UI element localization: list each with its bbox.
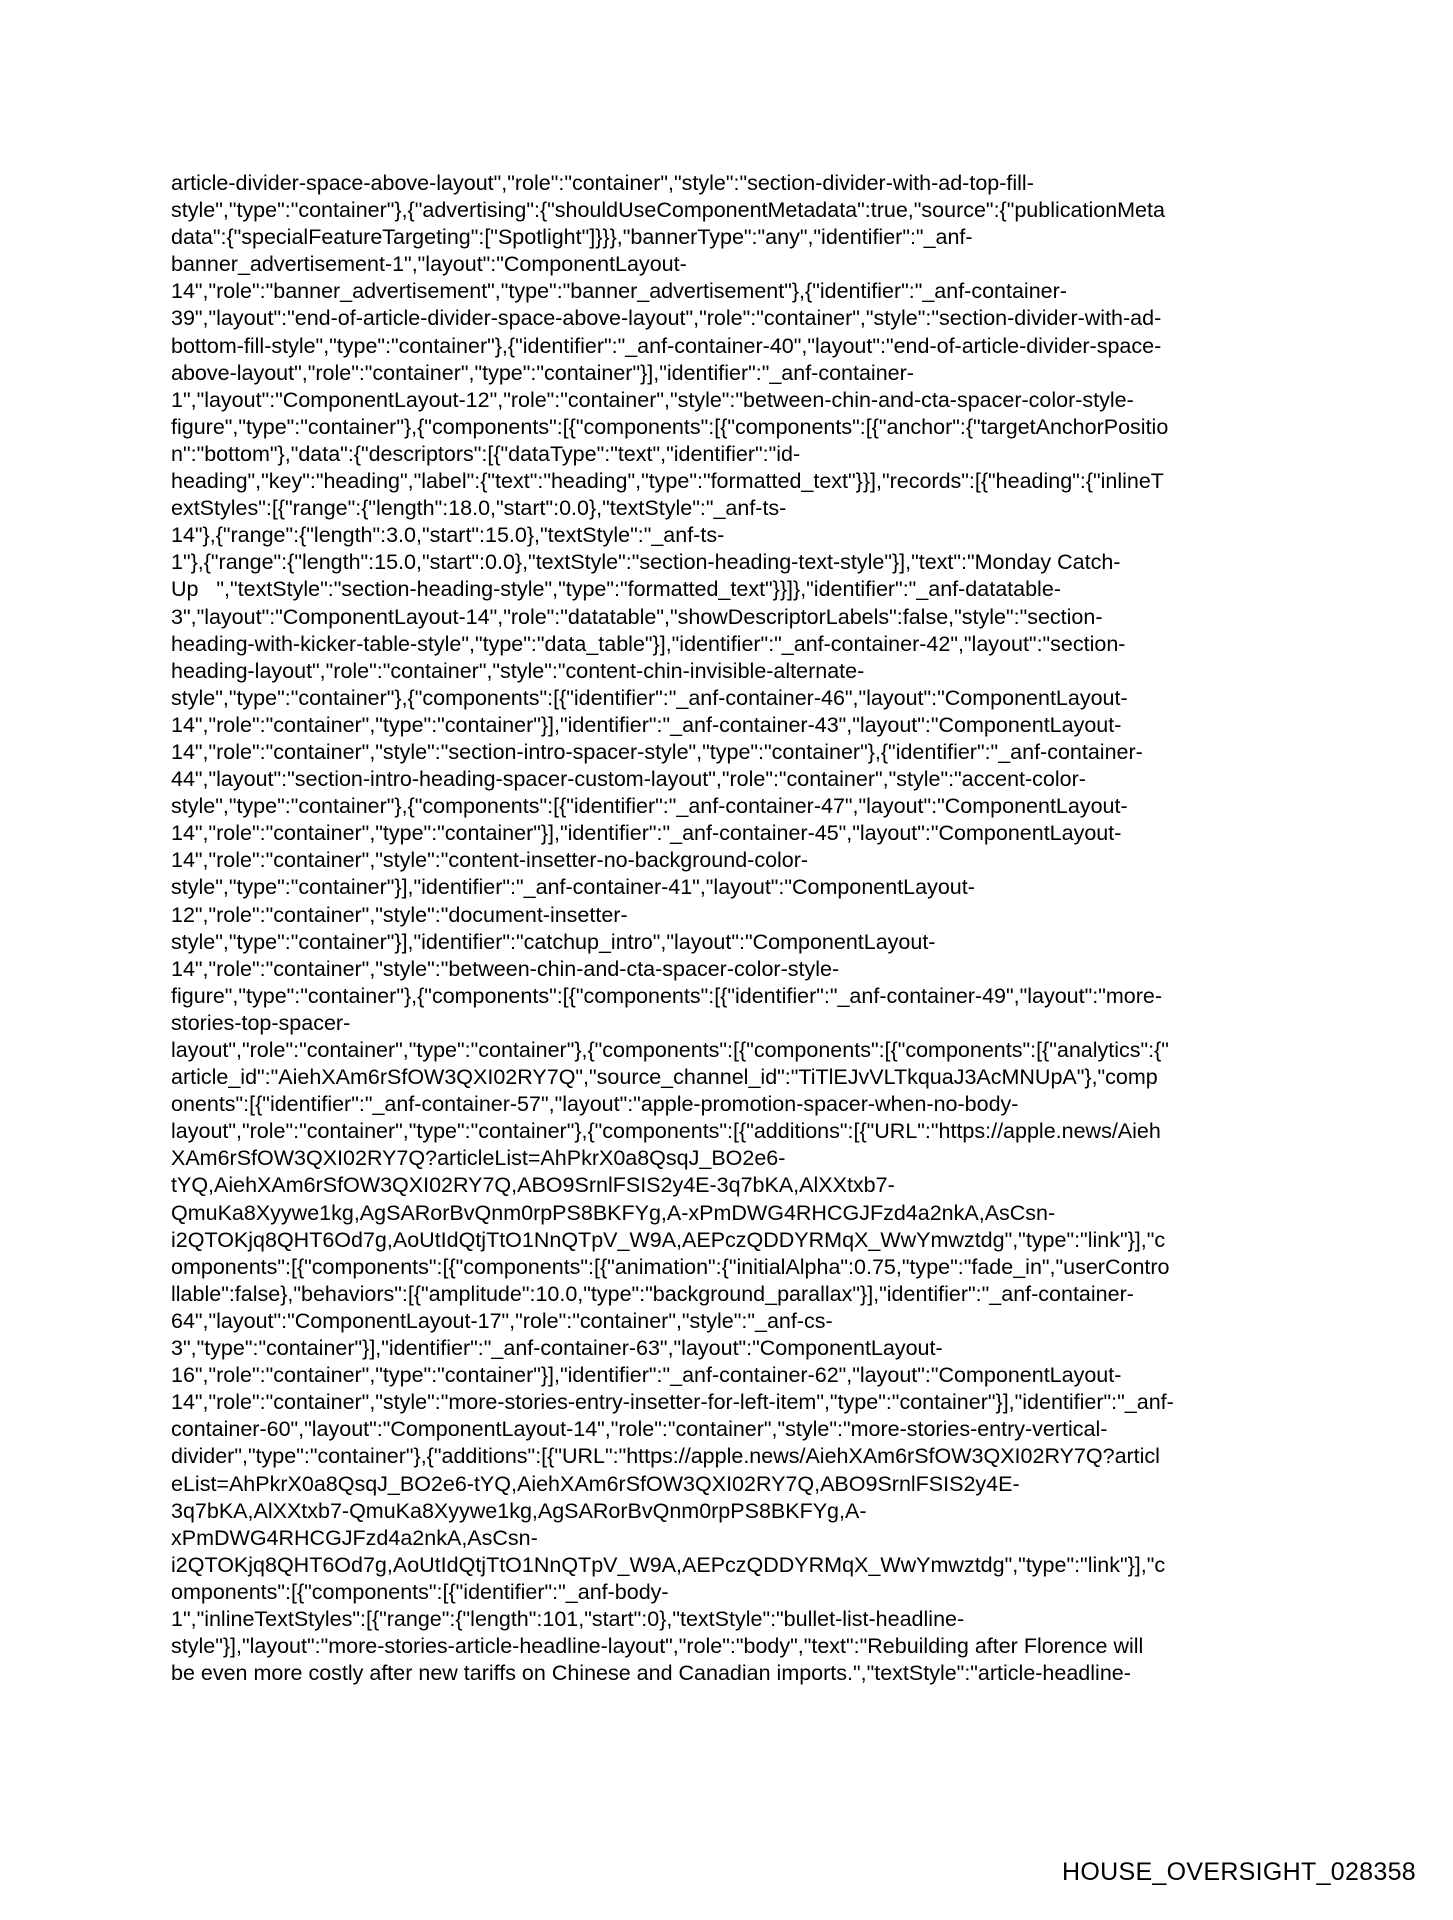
text-line: xPmDWG4RHCGJFzd4a2nkA,AsCsn-	[171, 1525, 538, 1550]
text-line: i2QTOKjq8QHT6Od7g,AoUtIdQtjTtO1NnQTpV_W9A,AEPczQDDYRMqX_WwYmwztdg","type":"link"}],"c	[171, 1552, 1166, 1577]
text-line: heading-layout","role":"container","style":"content-chin-invisible-alternate-	[171, 658, 865, 683]
text-line: banner_advertisement-1","layout":"ComponentLayout-	[171, 252, 687, 277]
text-line: onents":[{"identifier":"_anf-container-57","layout":"apple-promotion-spacer-when-no-body-	[171, 1092, 1019, 1117]
text-line: 14","role":"container","style":"content-insetter-no-background-color-	[171, 848, 809, 873]
text-line: 3q7bKA,AlXXtxb7-QmuKa8Xyywe1kg,AgSARorBvQnm0rpPS8BKFYg,A-	[171, 1498, 867, 1523]
text-line: layout","role":"container","type":"container"},{"components":[{"components":[{"components":[{"analytics":{"	[171, 1038, 1169, 1062]
text-line: layout","role":"container","type":"container"},{"components":[{"additions":[{"URL":"https://apple.news/Aieh	[171, 1119, 1161, 1144]
text-line: QmuKa8Xyywe1kg,AgSARorBvQnm0rpPS8BKFYg,A-xPmDWG4RHCGJFzd4a2nkA,AsCsn-	[171, 1200, 1056, 1225]
document-body	[171, 170, 1291, 1687]
text-line: style","type":"container"}],"identifier":"_anf-container-41","layout":"ComponentLayout-	[171, 875, 975, 900]
text-line: container-60","layout":"ComponentLayout-14","role":"container","style":"more-stories-entry-vertical-	[171, 1417, 1108, 1442]
text-line: 16","role":"container","type":"container"}],"identifier":"_anf-container-62","layout":"ComponentLayout-	[171, 1363, 1122, 1388]
text-line: 64","layout":"ComponentLayout-17","role":"container","style":"_anf-cs-	[171, 1308, 833, 1333]
text-line: style"}],"layout":"more-stories-article-headline-layout","role":"body","text":"Rebuilding after Florence will	[171, 1634, 1144, 1659]
text-line: 3","layout":"ComponentLayout-14","role":"datatable","showDescriptorLabels":false,"style":"section-	[171, 604, 1103, 629]
text-line: 14"},{"range":{"length":3.0,"start":15.0},"textStyle":"_anf-ts-	[171, 523, 725, 548]
text-line: heading-with-kicker-table-style","type":"data_table"}],"identifier":"_anf-container-42","layout":"section-	[171, 631, 1126, 656]
text-line: stories-top-spacer-	[171, 1010, 351, 1035]
text-line: 14","role":"banner_advertisement","type":"banner_advertisement"},{"identifier":"_anf-container-	[171, 279, 1067, 304]
text-line: llable":false},"behaviors":[{"amplitude":10.0,"type":"background_parallax"}],"identifier":"_anf-container-	[171, 1281, 1134, 1306]
text-line: style","type":"container"},{"advertising":{"shouldUseComponentMetadata":true,"source":{"publicationMeta	[171, 198, 1165, 223]
text-line: style","type":"container"},{"components":[{"identifier":"_anf-container-47","layout":"ComponentLayout-	[171, 794, 1128, 819]
text-line: omponents":[{"components":[{"components":[{"animation":{"initialAlpha":0.75,"type":"fade_in","userContro	[171, 1254, 1170, 1279]
text-line: i2QTOKjq8QHT6Od7g,AoUtIdQtjTtO1NnQTpV_W9A,AEPczQDDYRMqX_WwYmwztdg","type":"link"}],"c	[171, 1227, 1166, 1252]
text-line: divider","type":"container"},{"additions":[{"URL":"https://apple.news/AiehXAm6rSfOW3QXI02RY7Q?articl	[171, 1444, 1160, 1469]
text-line: above-layout","role":"container","type":"container"}],"identifier":"_anf-container-	[171, 360, 914, 385]
text-line: 12","role":"container","style":"document-insetter-	[171, 902, 628, 927]
text-line: tYQ,AiehXAm6rSfOW3QXI02RY7Q,ABO9SrnlFSIS2y4E-3q7bKA,AlXXtxb7-	[171, 1173, 895, 1198]
text-line: XAm6rSfOW3QXI02RY7Q?articleList=AhPkrX0a8QsqJ_BO2e6-	[171, 1146, 786, 1171]
text-line: 14","role":"container","style":"more-stories-entry-insetter-for-left-item","type":"container"}],"identifier":"_anf-	[171, 1390, 1174, 1415]
text-line: style","type":"container"}],"identifier":"catchup_intro","layout":"ComponentLayout-	[171, 929, 936, 954]
text-line: heading","key":"heading","label":{"text":"heading","type":"formatted_text"}}],"records":[{"heading":{"inlineT	[171, 469, 1164, 494]
text-line: 1","inlineTextStyles":[{"range":{"length":101,"start":0},"textStyle":"bullet-list-headline-	[171, 1606, 965, 1631]
text-line: omponents":[{"components":[{"identifier":"_anf-body-	[171, 1579, 669, 1604]
text-line: 14","role":"container","style":"section-intro-spacer-style","type":"container"},{"identifier":"_anf-container-	[171, 739, 1143, 764]
text-line: 14","role":"container","type":"container"}],"identifier":"_anf-container-45","layout":"ComponentLayout-	[171, 821, 1122, 846]
text-line: 44","layout":"section-intro-heading-spacer-custom-layout","role":"container","style":"accent-color-	[171, 767, 1086, 792]
text-line: extStyles":[{"range":{"length":18.0,"start":0.0},"textStyle":"_anf-ts-	[171, 496, 787, 521]
bates-number: HOUSE_OVERSIGHT_028358	[1062, 1858, 1416, 1886]
text-line: eList=AhPkrX0a8QsqJ_BO2e6-tYQ,AiehXAm6rSfOW3QXI02RY7Q,ABO9SrnlFSIS2y4E-	[171, 1471, 1020, 1496]
text-line: article-divider-space-above-layout","role":"container","style":"section-divider-with-ad-top-fill-	[171, 171, 1034, 195]
text-line: article_id":"AiehXAm6rSfOW3QXI02RY7Q","source_channel_id":"TiTlEJvVLTkquaJ3AcMNUpA"},"comp	[171, 1065, 1158, 1090]
text-line: 3","type":"container"}],"identifier":"_anf-container-63","layout":"ComponentLayout-	[171, 1336, 943, 1361]
text-line: figure","type":"container"},{"components":[{"components":[{"identifier":"_anf-container-49","layout":"more-	[171, 983, 1162, 1008]
text-line: 39","layout":"end-of-article-divider-space-above-layout","role":"container","style":"section-divider-with-ad-	[171, 306, 1162, 331]
text-line: n":"bottom"},"data":{"descriptors":[{"dataType":"text","identifier":"id-	[171, 441, 801, 466]
text-line: 14","role":"container","style":"between-chin-and-cta-spacer-color-style-	[171, 956, 840, 981]
text-line: data":{"specialFeatureTargeting":["Spotlight"]}}},"bannerType":"any","identifier":"_anf-	[171, 225, 973, 250]
text-line: 1"},{"range":{"length":15.0,"start":0.0},"textStyle":"section-heading-text-style"}],"text":"Monday Catch-	[171, 550, 1121, 575]
text-line: be even more costly after new tariffs on Chinese and Canadian imports.","textStyle":"article-headline-	[171, 1661, 1131, 1686]
text-line: figure","type":"container"},{"components":[{"components":[{"components":[{"anchor":{"targetAnchorPositio	[171, 414, 1169, 439]
text-line: Up ","textStyle":"section-heading-style","type":"formatted_text"}}]},"identifier":"_anf-datatable-	[171, 577, 1061, 602]
text-line: style","type":"container"},{"components":[{"identifier":"_anf-container-46","layout":"ComponentLayout-	[171, 685, 1128, 710]
text-line: bottom-fill-style","type":"container"},{"identifier":"_anf-container-40","layout":"end-of-article-divider-space-	[171, 333, 1162, 358]
text-line: 1","layout":"ComponentLayout-12","role":"container","style":"between-chin-and-cta-spacer-color-style-	[171, 387, 1134, 412]
text-line: 14","role":"container","type":"container"}],"identifier":"_anf-container-43","layout":"ComponentLayout-	[171, 712, 1122, 737]
